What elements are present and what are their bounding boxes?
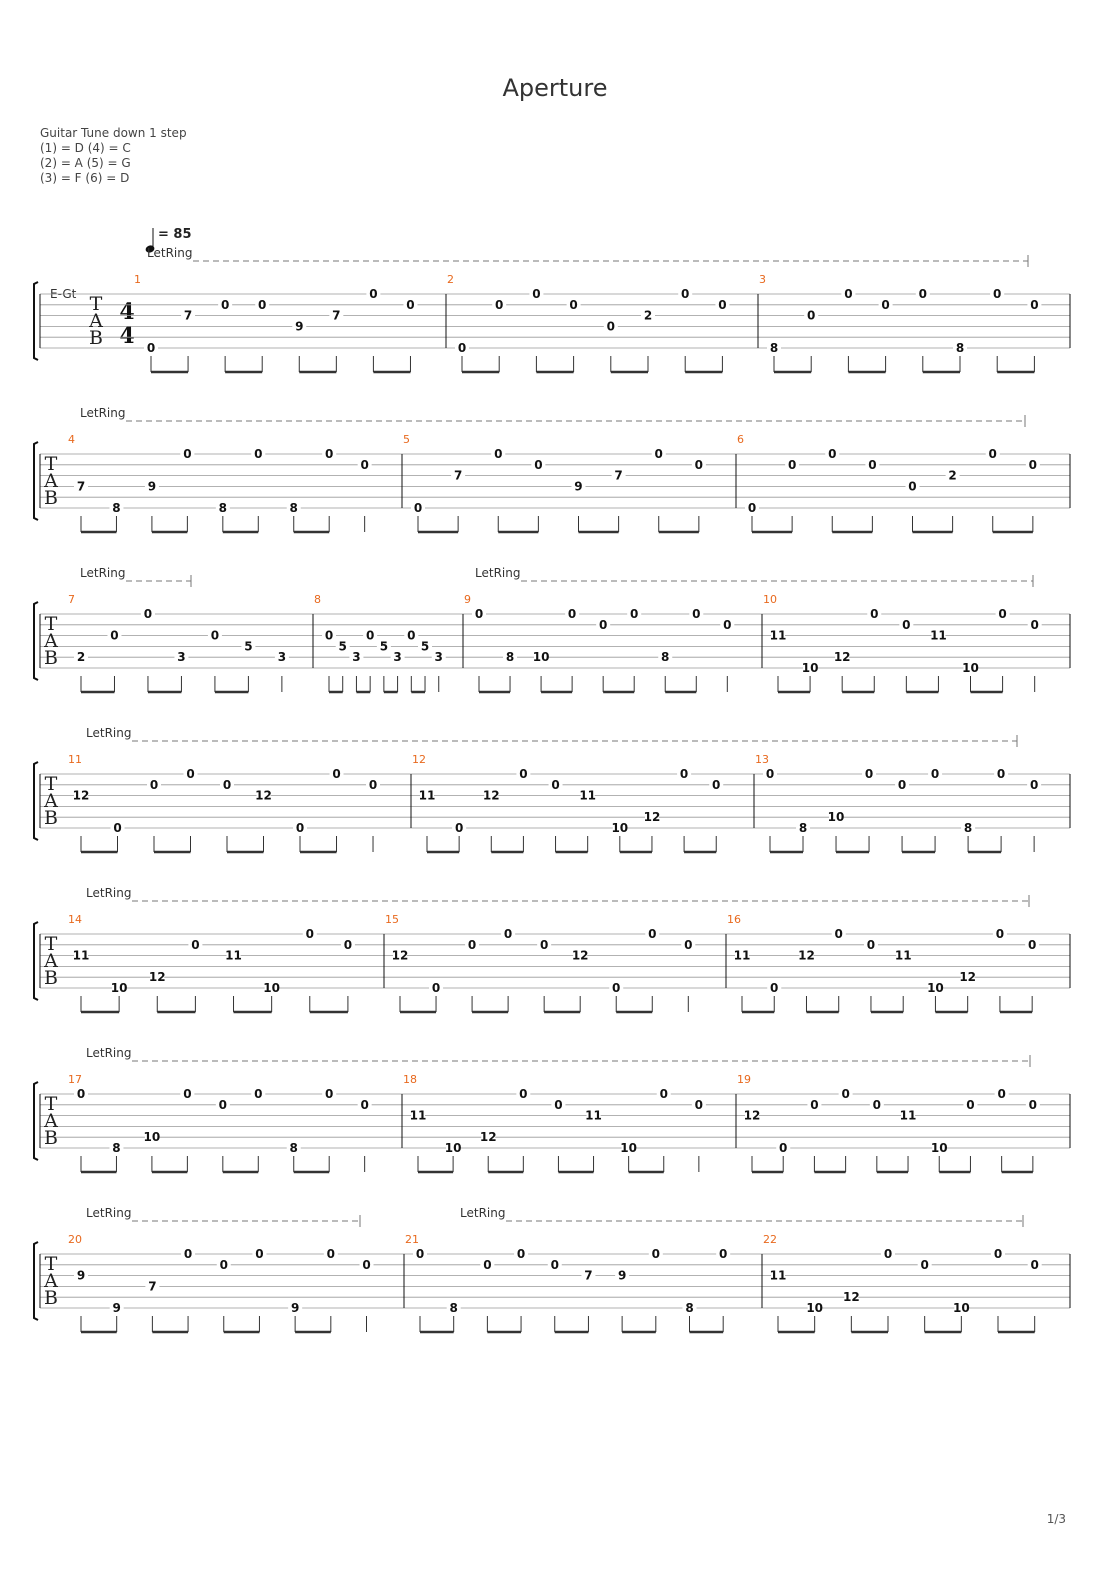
fret-number: 0: [326, 1247, 336, 1261]
fret-number: 0: [254, 1087, 263, 1101]
measure-number: 13: [755, 753, 769, 766]
fret-number: 0: [998, 607, 1007, 621]
fret-number: 0: [841, 1087, 850, 1101]
measure-number: 18: [403, 1073, 417, 1086]
fret-number: 7: [148, 1279, 157, 1294]
tab-clef-letter: T: [44, 613, 58, 635]
measure-number: 4: [68, 433, 75, 446]
measure-number: 17: [68, 1073, 82, 1086]
time-signature-bottom: 4: [119, 323, 135, 349]
fret-number: 0: [360, 1097, 369, 1112]
measure-number: 2: [447, 273, 454, 286]
staff-bracket: [34, 922, 38, 1000]
fret-number: 12: [743, 1108, 761, 1123]
let-ring-label: LetRing: [86, 886, 132, 900]
fret-number: 0: [681, 287, 690, 301]
fret-number: 0: [606, 319, 615, 334]
fret-number: 0: [457, 341, 467, 355]
fret-number: 7: [76, 479, 86, 494]
measure-number: 22: [763, 1233, 777, 1246]
fret-number: 0: [1029, 777, 1039, 792]
tab-clef-letter: A: [44, 630, 58, 652]
fret-number: 0: [1030, 1257, 1039, 1272]
fret-number: 3: [393, 650, 402, 665]
fret-number: 8: [218, 501, 228, 515]
let-ring-label: LetRing: [86, 726, 132, 740]
tab-clef-letter: B: [89, 327, 103, 349]
fret-number: 9: [112, 1301, 121, 1315]
fret-number: 0: [191, 937, 200, 952]
fret-number: 0: [844, 287, 853, 301]
fret-number: 0: [415, 1247, 425, 1261]
fret-number: 0: [679, 767, 689, 781]
fret-number: 7: [614, 468, 623, 483]
fret-number: 11: [894, 948, 912, 963]
measure-number: 12: [412, 753, 426, 766]
fret-number: 0: [503, 927, 513, 941]
fret-number: 0: [866, 937, 876, 952]
page-number: 1/3: [1046, 1512, 1066, 1526]
fret-number: 0: [1028, 1097, 1038, 1112]
fret-number: 0: [651, 1247, 660, 1261]
fret-number: 0: [474, 607, 484, 621]
tab-clef-letter: T: [44, 773, 58, 795]
fret-number: 0: [723, 617, 732, 632]
tab-clef-letter: A: [89, 310, 103, 332]
instrument-label: E-Gt: [50, 287, 77, 301]
fret-number: 0: [995, 927, 1005, 941]
fret-number: 0: [1028, 457, 1038, 472]
fret-number: 0: [532, 287, 541, 301]
staff-bracket: [34, 442, 38, 520]
fret-number: 0: [810, 1097, 819, 1112]
let-ring-label: LetRing: [80, 406, 126, 420]
fret-number: 8: [112, 501, 121, 515]
fret-number: 0: [534, 457, 543, 472]
tab-clef-letter: B: [44, 1287, 58, 1309]
fret-number: 0: [1030, 297, 1039, 312]
fret-number: 0: [454, 821, 464, 835]
fret-number: 0: [719, 1247, 728, 1261]
fret-number: 7: [453, 468, 463, 483]
staff-system: [34, 1046, 1070, 1172]
fret-number: 7: [332, 308, 341, 323]
fret-number: 7: [584, 1268, 593, 1283]
fret-number: 0: [684, 937, 693, 952]
fret-number: 0: [1027, 937, 1037, 952]
fret-number: 2: [76, 650, 86, 665]
let-ring-label: LetRing: [86, 1046, 132, 1060]
staff-system: [34, 246, 1070, 372]
let-ring-label: LetRing: [475, 566, 521, 580]
fret-number: 11: [225, 948, 242, 963]
fret-number: 0: [868, 457, 877, 472]
fret-number: 0: [997, 1087, 1006, 1101]
tuning-line-2: (2) = A (5) = G: [40, 156, 131, 170]
fret-number: 0: [834, 927, 843, 941]
fret-number: 0: [554, 1097, 563, 1112]
fret-number: 0: [807, 308, 816, 323]
tab-clef-letter: A: [44, 950, 58, 972]
fret-number: 0: [362, 1257, 371, 1272]
fret-number: 3: [434, 650, 443, 665]
fret-number: 0: [659, 1087, 668, 1101]
fret-number: 0: [113, 821, 122, 835]
tab-clef-letter: T: [44, 1253, 58, 1275]
fret-number: 10: [620, 1141, 637, 1155]
fret-number: 8: [289, 1141, 298, 1155]
fret-number: 3: [277, 650, 287, 665]
fret-number: 0: [343, 937, 353, 952]
fret-number: 0: [332, 767, 341, 781]
fret-number: 9: [295, 319, 304, 334]
fret-number: 0: [747, 501, 757, 515]
fret-number: 11: [769, 628, 787, 643]
fret-number: 12: [482, 788, 500, 803]
let-ring-label: LetRing: [147, 246, 193, 260]
fret-number: 0: [598, 617, 608, 632]
fret-number: 12: [391, 948, 409, 963]
tempo-value: = 85: [158, 227, 192, 242]
fret-number: 0: [569, 297, 578, 312]
fret-number: 0: [897, 777, 907, 792]
fret-number: 0: [551, 777, 560, 792]
fret-number: 0: [920, 1257, 929, 1272]
fret-number: 10: [801, 661, 819, 675]
tab-clef-letter: A: [44, 1270, 58, 1292]
tab-clef-letter: T: [44, 1093, 58, 1115]
measure-number: 21: [405, 1233, 419, 1246]
fret-number: 0: [930, 767, 940, 781]
fret-number: 0: [219, 1257, 228, 1272]
fret-number: 0: [183, 447, 192, 461]
tab-clef-letter: B: [44, 1127, 58, 1149]
fret-number: 0: [718, 297, 727, 312]
fret-number: 12: [643, 810, 661, 825]
tab-clef-letter: A: [44, 790, 58, 812]
fret-number: 11: [733, 948, 751, 963]
fret-number: 12: [255, 788, 272, 803]
let-ring-label: LetRing: [80, 566, 126, 580]
measure-number: 11: [68, 753, 82, 766]
measure-number: 8: [314, 593, 321, 606]
fret-number: 10: [806, 1301, 824, 1315]
fret-number: 8: [963, 821, 973, 835]
fret-number: 10: [532, 650, 550, 665]
fret-number: 0: [864, 767, 874, 781]
fret-number: 11: [409, 1108, 427, 1123]
tuning-line-3: (3) = F (6) = D: [40, 171, 130, 185]
tab-clef-letter: A: [44, 1110, 58, 1132]
fret-number: 0: [76, 1087, 86, 1101]
fret-number: 3: [177, 650, 186, 665]
fret-number: 0: [988, 447, 997, 461]
fret-number: 0: [765, 767, 775, 781]
fret-number: 0: [324, 628, 334, 643]
fret-number: 11: [579, 788, 597, 803]
fret-number: 0: [712, 777, 721, 792]
fret-number: 8: [769, 341, 779, 355]
fret-number: 8: [449, 1301, 458, 1315]
staff-bracket: [34, 1242, 38, 1320]
fret-number: 8: [955, 341, 965, 355]
staff-system: [34, 886, 1070, 1012]
fret-number: 0: [149, 777, 159, 792]
fret-number: 9: [617, 1268, 627, 1283]
fret-number: 0: [694, 457, 704, 472]
fret-number: 0: [630, 607, 639, 621]
fret-number: 11: [899, 1108, 917, 1123]
staff-system: [34, 726, 1070, 852]
fret-number: 12: [479, 1130, 497, 1145]
staff-systems: [34, 246, 1070, 1332]
fret-number: 11: [769, 1268, 787, 1283]
fret-number: 8: [661, 650, 670, 665]
measure-number: 6: [737, 433, 744, 446]
fret-number: 10: [611, 821, 629, 835]
fret-number: 0: [539, 937, 549, 952]
fret-number: 10: [143, 1130, 161, 1145]
fret-number: 0: [648, 927, 657, 941]
tab-clef-letter: B: [44, 647, 58, 669]
tuning-header: Guitar Tune down 1 step: [40, 126, 187, 140]
tab-clef-letter: B: [44, 967, 58, 989]
fret-number: 0: [183, 1247, 193, 1261]
fret-number: 8: [685, 1301, 694, 1315]
staff-system: [34, 566, 1070, 692]
measure-number: 16: [727, 913, 741, 926]
fret-number: 12: [833, 650, 851, 665]
fret-number: 0: [770, 981, 779, 995]
fret-number: 8: [505, 650, 515, 665]
fret-number: 0: [779, 1141, 788, 1155]
fret-number: 0: [516, 1247, 526, 1261]
fret-number: 0: [368, 777, 378, 792]
fret-number: 0: [881, 297, 890, 312]
fret-number: 0: [325, 447, 334, 461]
fret-number: 0: [993, 1247, 1003, 1261]
fret-number: 10: [930, 1141, 948, 1155]
fret-number: 0: [143, 607, 153, 621]
fret-number: 0: [993, 287, 1002, 301]
measure-number: 14: [68, 913, 82, 926]
fret-number: 5: [379, 639, 389, 654]
fret-number: 12: [148, 970, 166, 985]
fret-number: 0: [186, 767, 195, 781]
fret-number: 8: [112, 1141, 121, 1155]
fret-number: 0: [258, 297, 267, 312]
fret-number: 0: [325, 1087, 334, 1101]
time-signature-top: 4: [119, 299, 135, 325]
fret-number: 10: [927, 981, 944, 995]
fret-number: 0: [220, 297, 230, 312]
fret-number: 10: [827, 810, 845, 825]
tuning-info: [40, 126, 187, 185]
fret-number: 0: [966, 1097, 975, 1112]
staff-system: [34, 1206, 1070, 1332]
fret-number: 0: [365, 628, 375, 643]
fret-number: 10: [444, 1141, 462, 1155]
fret-number: 0: [692, 607, 701, 621]
fret-number: 0: [110, 628, 119, 643]
fret-number: 0: [183, 1087, 192, 1101]
fret-number: 0: [883, 1247, 893, 1261]
fret-number: 0: [406, 297, 415, 312]
fret-number: 3: [352, 650, 361, 665]
song-title: Aperture: [502, 74, 608, 102]
fret-number: 0: [694, 1097, 704, 1112]
fret-number: 0: [787, 457, 797, 472]
let-ring-label: LetRing: [86, 1206, 132, 1220]
fret-number: 0: [996, 767, 1006, 781]
fret-number: 0: [494, 447, 503, 461]
fret-number: 9: [147, 479, 157, 494]
fret-number: 0: [210, 628, 220, 643]
fret-number: 0: [1030, 617, 1039, 632]
fret-number: 0: [902, 617, 911, 632]
fret-number: 5: [420, 639, 430, 654]
measure-number: 3: [759, 273, 766, 286]
fret-number: 0: [305, 927, 314, 941]
fret-number: 12: [842, 1290, 860, 1305]
fret-number: 10: [110, 981, 128, 995]
fret-number: 0: [218, 1097, 228, 1112]
fret-number: 0: [870, 607, 879, 621]
fret-number: 8: [798, 821, 808, 835]
measure-number: 15: [385, 913, 399, 926]
fret-number: 11: [72, 948, 90, 963]
fret-number: 0: [407, 628, 416, 643]
measure-number: 9: [464, 593, 471, 606]
fret-number: 0: [908, 479, 917, 494]
fret-number: 0: [872, 1097, 882, 1112]
staff-bracket: [34, 762, 38, 840]
fret-number: 10: [962, 661, 979, 675]
tuning-line-1: (1) = D (4) = C: [40, 141, 131, 155]
fret-number: 10: [263, 981, 281, 995]
fret-number: 0: [828, 447, 837, 461]
fret-number: 12: [798, 948, 815, 963]
fret-number: 0: [550, 1257, 559, 1272]
staff-bracket: [34, 282, 38, 360]
fret-number: 12: [959, 970, 977, 985]
fret-number: 12: [72, 788, 90, 803]
tab-clef-letter: T: [44, 933, 58, 955]
fret-number: 0: [295, 821, 305, 835]
fret-number: 9: [290, 1301, 300, 1315]
staff-bracket: [34, 1082, 38, 1160]
fret-number: 0: [413, 501, 423, 515]
fret-number: 12: [571, 948, 589, 963]
fret-number: 0: [612, 981, 621, 995]
fret-number: 2: [643, 308, 653, 323]
staff-system: [34, 406, 1070, 532]
fret-number: 0: [654, 447, 663, 461]
time-signature: [119, 299, 134, 349]
fret-number: 0: [519, 767, 528, 781]
measure-number: 1: [134, 273, 141, 286]
measure-number: 5: [403, 433, 410, 446]
let-ring-label: LetRing: [460, 1206, 506, 1220]
tab-clef-letter: B: [44, 807, 58, 829]
fret-number: 7: [183, 308, 193, 323]
fret-number: 0: [222, 777, 232, 792]
fret-number: 5: [338, 639, 347, 654]
fret-number: 0: [369, 287, 378, 301]
measure-number: 20: [68, 1233, 82, 1246]
fret-number: 11: [930, 628, 947, 643]
fret-number: 0: [918, 287, 927, 301]
fret-number: 0: [519, 1087, 528, 1101]
fret-number: 0: [254, 447, 263, 461]
fret-number: 10: [952, 1301, 970, 1315]
tab-clef-letter: T: [89, 293, 103, 315]
tab-clef-letter: T: [44, 453, 58, 475]
measure-number: 19: [737, 1073, 751, 1086]
fret-number: 0: [567, 607, 577, 621]
tab-clef-letter: A: [44, 470, 58, 492]
fret-number: 0: [431, 981, 441, 995]
fret-number: 2: [948, 468, 957, 483]
fret-number: 9: [76, 1268, 86, 1283]
fret-number: 0: [360, 457, 369, 472]
fret-number: 0: [467, 937, 477, 952]
staff-bracket: [34, 602, 38, 680]
fret-number: 0: [255, 1247, 264, 1261]
fret-number: 0: [483, 1257, 492, 1272]
measure-number: 7: [68, 593, 75, 606]
fret-number: 11: [585, 1108, 602, 1123]
fret-number: 8: [289, 501, 298, 515]
fret-number: 11: [418, 788, 436, 803]
fret-number: 5: [244, 639, 253, 654]
fret-number: 0: [146, 341, 156, 355]
fret-number: 0: [495, 297, 504, 312]
fret-number: 9: [574, 479, 583, 494]
tab-clef-letter: B: [44, 487, 58, 509]
measure-number: 10: [763, 593, 777, 606]
